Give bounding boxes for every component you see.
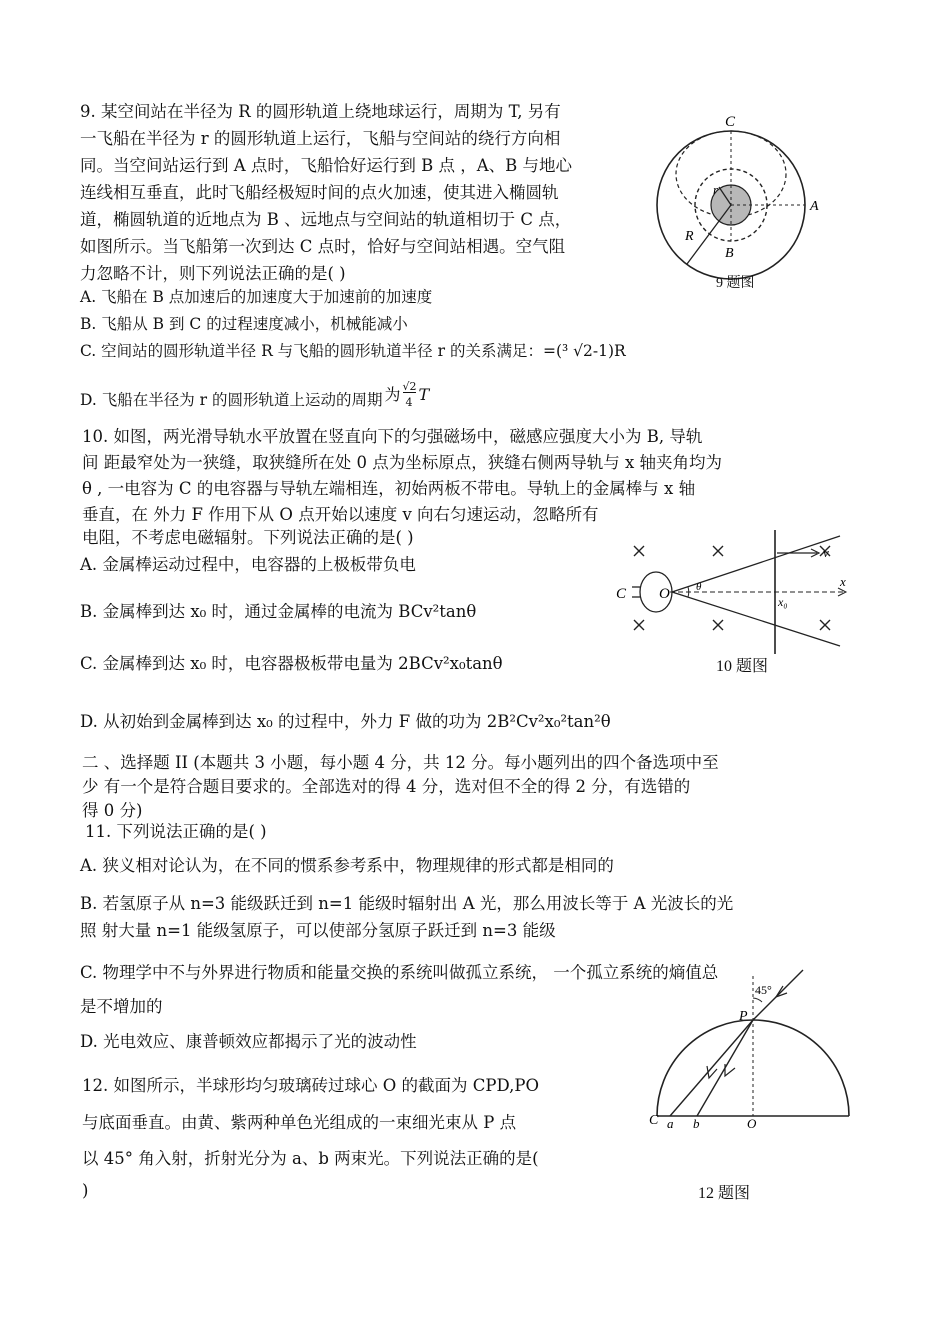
label-v: v <box>823 545 829 560</box>
label-big-r: R <box>685 229 694 244</box>
q11-option-b-line-2: 照 射大量 n=1 能级氢原子，可以使部分氢原子跃迁到 n=3 能级 <box>80 921 556 940</box>
q12-figure <box>645 968 855 1133</box>
q9-line-7: 力忽略不计，则下列说法正确的是( ) <box>80 264 346 283</box>
q12-line-4: ) <box>82 1181 89 1200</box>
q9-formula-den: 4 <box>405 396 413 409</box>
q9-formula-num: √2 <box>402 380 417 393</box>
q10-option-d: D. 从初始到金属棒到达 x₀ 的过程中，外力 F 做的功为 2B²Cv²x₀²tan²θ <box>80 712 611 731</box>
label-o: O <box>659 586 670 602</box>
q9-option-d <box>80 380 441 412</box>
q11-option-b-line-1: B. 若氢原子从 n=3 能级跃迁到 n=1 能级时辐射出 A 光，那么用波长等于 A 光波长的光 <box>80 894 734 913</box>
q12-figure-caption: 12 题图 <box>698 1185 751 1202</box>
q10-option-a: A. 金属棒运动过程中，电容器的上极板带负电 <box>80 555 416 574</box>
q11-option-a: A. 狭义相对论认为，在不同的惯系参考系中，物理规律的形式都是相同的 <box>80 856 614 875</box>
q9-option-c: C. 空间站的圆形轨道半径 R 与飞船的圆形轨道半径 r 的关系满足：=(³ √2-1)R <box>80 342 626 360</box>
q9-formula-word: 为 <box>384 385 401 404</box>
q9-option-a: A. 飞船在 B 点加速后的加速度大于加速前的加速度 <box>80 288 433 306</box>
refracted-ray-a <box>670 1020 753 1116</box>
rail-lower <box>672 592 840 646</box>
q12-line-1: 12. 如图所示，半球形均匀玻璃砖过球心 O 的截面为 CPD,PO <box>82 1076 539 1095</box>
q9-option-d-text: D. 飞船在半径为 r 的圆形轨道上运动的周期 <box>80 391 383 409</box>
q10-line-3: θ , 一电容为 C 的电容器与导轨左端相连，初始两板不带电。导轨上的金属棒与 x 轴 <box>82 479 696 498</box>
q9-line-6: 如图所示。当飞船第一次到达 C 点时，恰好与空间站相遇。空气阻 <box>80 237 566 256</box>
q9-line-2: 一飞船在半径为 r 的圆形轨道上运行，飞船与空间站的绕行方向相 <box>80 129 561 148</box>
section2-line-3: 得 0 分) <box>82 801 143 820</box>
q12-line-2: 与底面垂直。由黄、紫两种单色光组成的一束细光束从 P 点 <box>82 1113 517 1132</box>
q10-figure-caption: 10 题图 <box>716 658 769 675</box>
q9-option-d-formula <box>383 380 441 412</box>
label-b: b <box>693 1116 700 1131</box>
label-o: O <box>747 1116 757 1131</box>
q10-line-2: 间 距最窄处为一狭缝，取狭缝所在处 0 点为坐标原点，狭缝右侧两导轨与 x 轴夹角均为 <box>82 453 723 472</box>
label-c: C <box>649 1113 659 1128</box>
label-a: a <box>667 1116 674 1131</box>
q9-line-1: 9. 某空间站在半径为 R 的圆形轨道上绕地球运行，周期为 T, 另有 <box>80 102 561 121</box>
q11-option-d: D. 光电效应、康普顿效应都揭示了光的波动性 <box>80 1032 417 1051</box>
q10-line-4: 垂直，在 外力 F 作用下从 O 点开始以速度 v 向右匀速运动，忽略所有 <box>82 505 599 524</box>
q9-figure <box>655 112 835 292</box>
label-angle: 45° <box>755 983 772 997</box>
label-a: A <box>810 199 819 214</box>
q9-formula-var: T <box>418 385 430 404</box>
q10-option-c: C. 金属棒到达 x₀ 时，电容器极板带电量为 2BCv²x₀tanθ <box>80 654 503 673</box>
label-x0: x₀ <box>778 595 788 609</box>
q9-option-b: B. 飞船从 B 到 C 的过程速度减小，机械能减小 <box>80 315 408 333</box>
label-c: C <box>725 114 736 130</box>
label-x: x <box>840 574 846 589</box>
q9-line-4: 连线相互垂直，此时飞船经极短时间的点火加速，使其进入椭圆轨 <box>80 183 559 202</box>
q11-stem: 11. 下列说法正确的是( ) <box>85 822 267 841</box>
label-r: r <box>713 182 719 197</box>
q9-line-3: 同。当空间站运行到 A 点时，飞船恰好运行到 B 点 ，A、B 与地心 <box>80 156 573 175</box>
section2-line-1: 二 、选择题 II (本题共 3 小题，每小题 4 分，共 12 分。每小题列出的四个备选项中至 <box>82 753 719 772</box>
section2-line-2: 少 有一个是符合题目要求的。全部选对的得 4 分，选对但不全的得 2 分，有选错的 <box>82 777 691 796</box>
angle-arc <box>753 998 762 1002</box>
q11-option-c-line-1: C. 物理学中不与外界进行物质和能量交换的系统叫做孤立系统， 一个孤立系统的熵值总 <box>80 963 719 982</box>
q10-line-1: 10. 如图，两光滑导轨水平放置在竖直向下的匀强磁场中，磁感应强度大小为 B, 导轨 <box>82 427 703 446</box>
q10-line-5: 电阻，不考虑电磁辐射。下列说法正确的是( ) <box>82 528 414 547</box>
label-p: P <box>739 1009 748 1024</box>
q9-figure-caption: 9 题图 <box>716 276 755 291</box>
q12-line-3: 以 45° 角入射，折射光分为 a、b 两束光。下列说法正确的是( <box>82 1149 539 1168</box>
label-c: C <box>616 586 627 602</box>
q10-figure <box>612 528 852 656</box>
q9-line-5: 道，椭圆轨道的近地点为 B 、远地点与空间站的轨道相切于 C 点， <box>80 210 572 229</box>
q11-option-c-line-2: 是不增加的 <box>80 997 163 1016</box>
q10-option-b: B. 金属棒到达 x₀ 时，通过金属棒的电流为 BCv²tanθ <box>80 602 477 621</box>
label-b: B <box>725 246 734 261</box>
label-theta: θ <box>696 581 702 593</box>
